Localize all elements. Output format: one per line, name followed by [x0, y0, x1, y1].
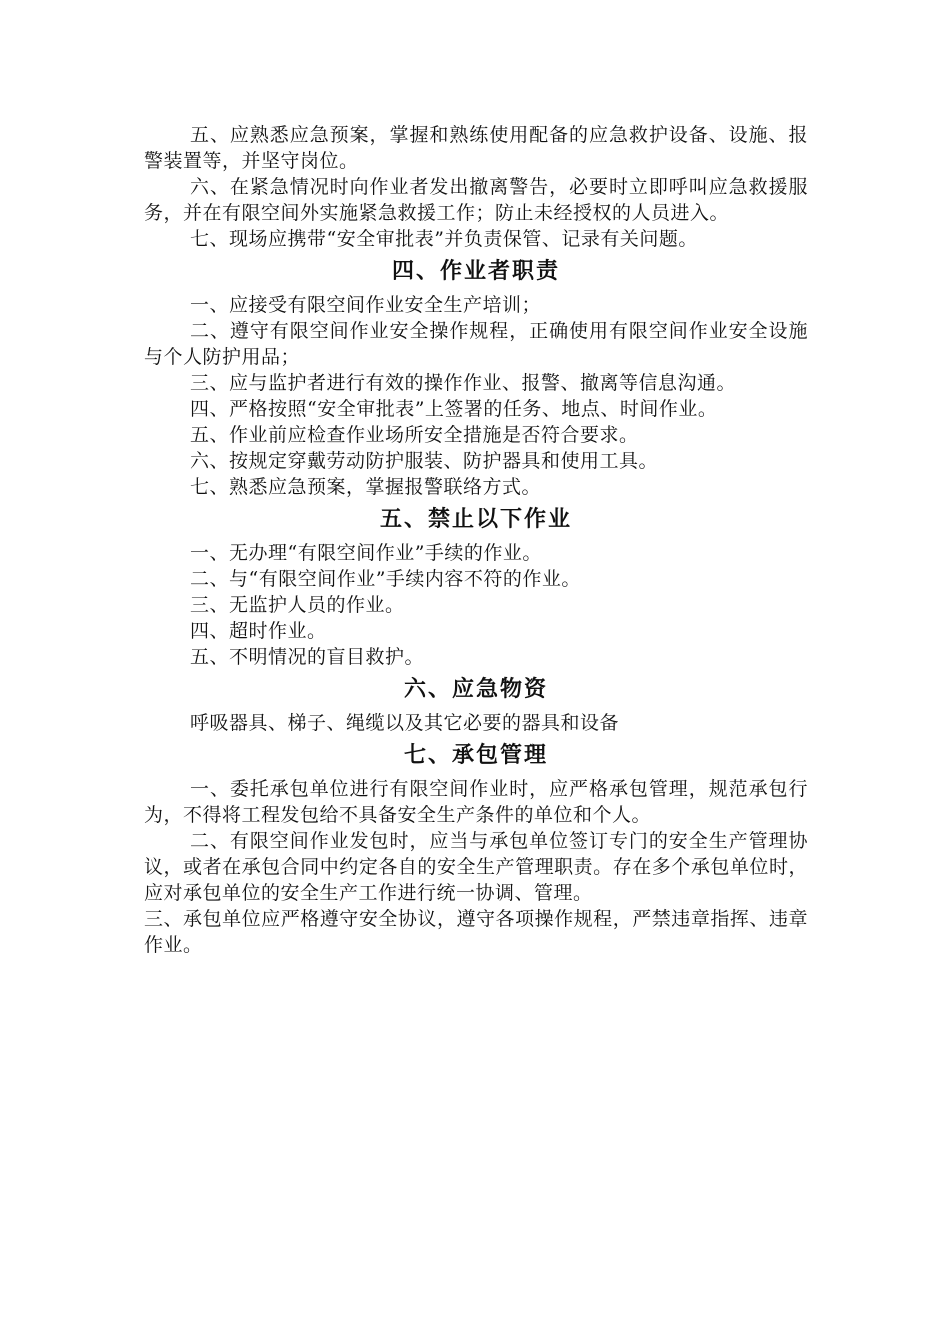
worker-duty-item: 七、熟悉应急预案，掌握报警联络方式。: [190, 476, 542, 498]
worker-duty-item: 一、应接受有限空间作业安全生产培训；: [190, 294, 542, 316]
worker-duty-item: 二、遵守有限空间作业安全操作规程，正确使用有限空间作业安全设施与个人防护用品；: [144, 320, 808, 368]
section-heading-contract-management: 七、承包管理: [403, 742, 548, 768]
prohibited-item: 五、不明情况的盲目救护。: [190, 646, 425, 668]
paragraph-duty-5: 五、应熟悉应急预案，掌握和熟练使用配备的应急救护设备、设施、报警装置等，并坚守岗位。: [144, 124, 808, 172]
worker-duty-item: 四、严格按照“安全审批表”上签署的任务、地点、时间作业。: [190, 398, 718, 420]
worker-duty-item: 六、按规定穿戴劳动防护服装、防护器具和使用工具。: [190, 450, 659, 472]
contract-item: 二、有限空间作业发包时，应当与承包单位签订专门的安全生产管理协议，或者在承包合同中约定各自的安全生产管理职责。存在多个承包单位时，应对承包单位的安全生产工作进行统一协调、管理。: [144, 830, 808, 904]
paragraph-duty-6: 六、在紧急情况时向作业者发出撤离警告，必要时立即呼叫应急救援服务，并在有限空间外实施紧急救援工作；防止未经授权的人员进入。: [144, 176, 808, 224]
emergency-supplies-text: 呼吸器具、梯子、绳缆以及其它必要的器具和设备: [190, 712, 620, 734]
contract-item: 三、承包单位应严格遵守安全协议，遵守各项操作规程，严禁违章指挥、违章作业。: [144, 908, 808, 956]
section-heading-worker-duties: 四、作业者职责: [391, 258, 560, 284]
worker-duty-item: 三、应与监护者进行有效的操作作业、报警、撤离等信息沟通。: [190, 372, 737, 394]
section-heading-prohibited-work: 五、禁止以下作业: [379, 506, 572, 532]
prohibited-item: 一、无办理“有限空间作业”手续的作业。: [190, 542, 542, 564]
prohibited-item: 三、无监护人员的作业。: [190, 594, 405, 616]
document-page: [144, 122, 808, 958]
worker-duty-item: 五、作业前应检查作业场所安全措施是否符合要求。: [190, 424, 639, 446]
section-heading-emergency-supplies: 六、应急物资: [403, 676, 548, 702]
prohibited-item: 二、与“有限空间作业”手续内容不符的作业。: [190, 568, 581, 590]
paragraph-duty-7: 七、现场应携带“安全审批表”并负责保管、记录有关问题。: [190, 228, 698, 250]
prohibited-item: 四、超时作业。: [190, 620, 327, 642]
contract-item: 一、委托承包单位进行有限空间作业时，应严格承包管理，规范承包行为，不得将工程发包给不具备安全生产条件的单位和个人。: [144, 778, 808, 826]
